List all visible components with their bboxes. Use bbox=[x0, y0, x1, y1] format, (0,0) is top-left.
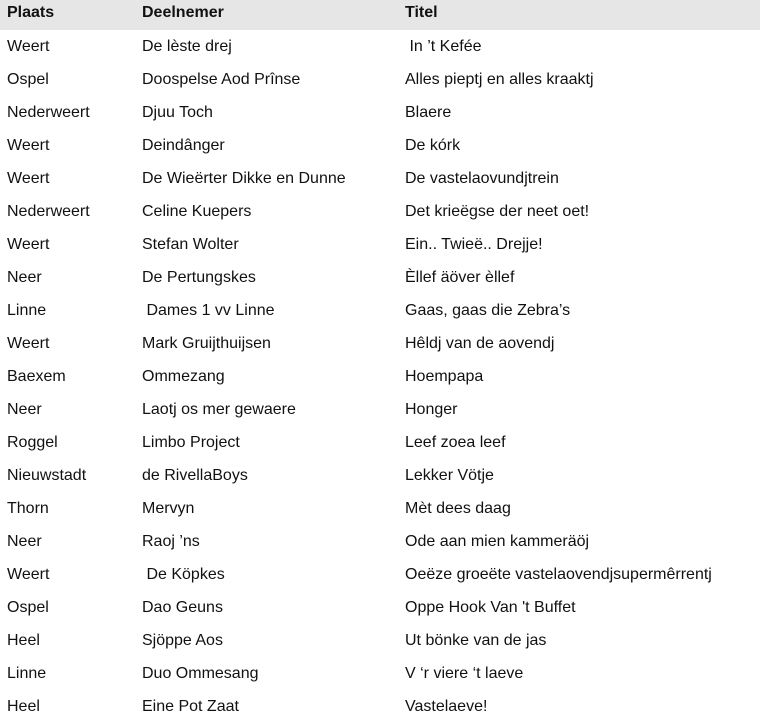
table-row bbox=[0, 690, 760, 723]
cell-plaats: Roggel bbox=[7, 433, 58, 451]
cell-plaats: Linne bbox=[7, 301, 47, 319]
cell-plaats: Weert bbox=[7, 37, 50, 55]
cell-titel: Oppe Hook Van 't Buffet bbox=[405, 598, 576, 616]
cell-deelnemer: De Köpkes bbox=[142, 565, 225, 583]
cell-deelnemer: Mark Gruijthuijsen bbox=[142, 334, 271, 352]
cell-deelnemer: Sjöppe Aos bbox=[142, 631, 223, 649]
table-row bbox=[0, 63, 760, 96]
cell-plaats: Weert bbox=[7, 136, 50, 154]
cell-plaats: Ospel bbox=[7, 598, 49, 616]
cell-titel: Oeëze groeëte vastelaovendjsupermêrrentj bbox=[405, 565, 712, 583]
table-row bbox=[0, 426, 760, 459]
cell-deelnemer: Celine Kuepers bbox=[142, 202, 252, 220]
cell-plaats: Ospel bbox=[7, 70, 49, 88]
cell-titel: Ut bönke van de jas bbox=[405, 631, 547, 649]
cell-plaats: Neer bbox=[7, 400, 42, 418]
cell-titel: Mèt dees daag bbox=[405, 499, 511, 517]
cell-deelnemer: De Wieërter Dikke en Dunne bbox=[142, 169, 346, 187]
cell-deelnemer: Deindânger bbox=[142, 136, 225, 154]
cell-deelnemer: Mervyn bbox=[142, 499, 195, 517]
cell-titel: Hêldj van de aovendj bbox=[405, 334, 555, 352]
cell-deelnemer: Djuu Toch bbox=[142, 103, 213, 121]
table-row bbox=[0, 525, 760, 558]
cell-plaats: Weert bbox=[7, 565, 50, 583]
cell-titel: Hoempapa bbox=[405, 367, 484, 385]
cell-deelnemer: Duo Ommesang bbox=[142, 664, 259, 682]
cell-titel: Vastelaeve! bbox=[405, 697, 488, 715]
cell-deelnemer: Doospelse Aod Prînse bbox=[142, 70, 301, 88]
cell-plaats: Baexem bbox=[7, 367, 66, 385]
cell-deelnemer: Limbo Project bbox=[142, 433, 240, 451]
header-titel: Titel bbox=[405, 4, 438, 21]
cell-plaats: Thorn bbox=[7, 499, 49, 517]
cell-deelnemer: Dames 1 vv Linne bbox=[142, 301, 275, 319]
cell-deelnemer: Dao Geuns bbox=[142, 598, 223, 616]
cell-titel: Det krieëgse der neet oet! bbox=[405, 202, 590, 220]
table-row bbox=[0, 96, 760, 129]
cell-deelnemer: De Pertungskes bbox=[142, 268, 256, 286]
cell-plaats: Neer bbox=[7, 268, 42, 286]
cell-plaats: Weert bbox=[7, 334, 50, 352]
cell-titel: Lekker Vötje bbox=[405, 466, 494, 484]
cell-titel: Alles pieptj en alles kraaktj bbox=[405, 70, 594, 88]
header-deelnemer: Deelnemer bbox=[142, 4, 224, 21]
cell-plaats: Nederweert bbox=[7, 202, 90, 220]
cell-plaats: Nederweert bbox=[7, 103, 90, 121]
table-row bbox=[0, 228, 760, 261]
cell-deelnemer: Ommezang bbox=[142, 367, 225, 385]
cell-deelnemer: Eine Pot Zaat bbox=[142, 697, 239, 715]
cell-deelnemer: Stefan Wolter bbox=[142, 235, 239, 253]
cell-titel: Leef zoea leef bbox=[405, 433, 506, 451]
table-row bbox=[0, 261, 760, 294]
cell-deelnemer: de RivellaBoys bbox=[142, 466, 248, 484]
cell-titel: V ‘r viere ‘t laeve bbox=[405, 664, 524, 682]
cell-titel: Gaas, gaas die Zebra’s bbox=[405, 301, 571, 319]
table-row bbox=[0, 393, 760, 426]
cell-deelnemer: De lèste drej bbox=[142, 37, 232, 55]
table-row bbox=[0, 327, 760, 360]
table-row bbox=[0, 591, 760, 624]
cell-plaats: Weert bbox=[7, 169, 50, 187]
cell-titel: Ode aan mien kammeräöj bbox=[405, 532, 590, 550]
cell-titel: De vastelaovundjtrein bbox=[405, 169, 559, 187]
header-plaats: Plaats bbox=[7, 4, 55, 21]
cell-plaats: Neer bbox=[7, 532, 42, 550]
cell-plaats: Nieuwstadt bbox=[7, 466, 87, 484]
cell-plaats: Heel bbox=[7, 697, 40, 715]
cell-titel: Ein.. Twieë.. Drejje! bbox=[405, 235, 543, 253]
table-header bbox=[0, 0, 760, 30]
table-row bbox=[0, 294, 760, 327]
table-row bbox=[0, 30, 760, 63]
table-row bbox=[0, 360, 760, 393]
cell-deelnemer: Raoj ’ns bbox=[142, 532, 200, 550]
table-row bbox=[0, 657, 760, 690]
table-body bbox=[0, 30, 760, 723]
table-row bbox=[0, 129, 760, 162]
table-row bbox=[0, 459, 760, 492]
cell-plaats: Linne bbox=[7, 664, 47, 682]
table-row bbox=[0, 624, 760, 657]
cell-titel: De kórk bbox=[405, 136, 461, 154]
cell-deelnemer: Laotj os mer gewaere bbox=[142, 400, 296, 418]
table-row bbox=[0, 492, 760, 525]
cell-titel: Honger bbox=[405, 400, 458, 418]
cell-plaats: Weert bbox=[7, 235, 50, 253]
table-row bbox=[0, 558, 760, 591]
table-row bbox=[0, 195, 760, 228]
cell-titel: Blaere bbox=[405, 103, 452, 121]
cell-plaats: Heel bbox=[7, 631, 40, 649]
cell-titel: In ’t Kefée bbox=[405, 37, 482, 55]
cell-titel: Èllef äöver èllef bbox=[405, 268, 515, 286]
table-row bbox=[0, 162, 760, 195]
